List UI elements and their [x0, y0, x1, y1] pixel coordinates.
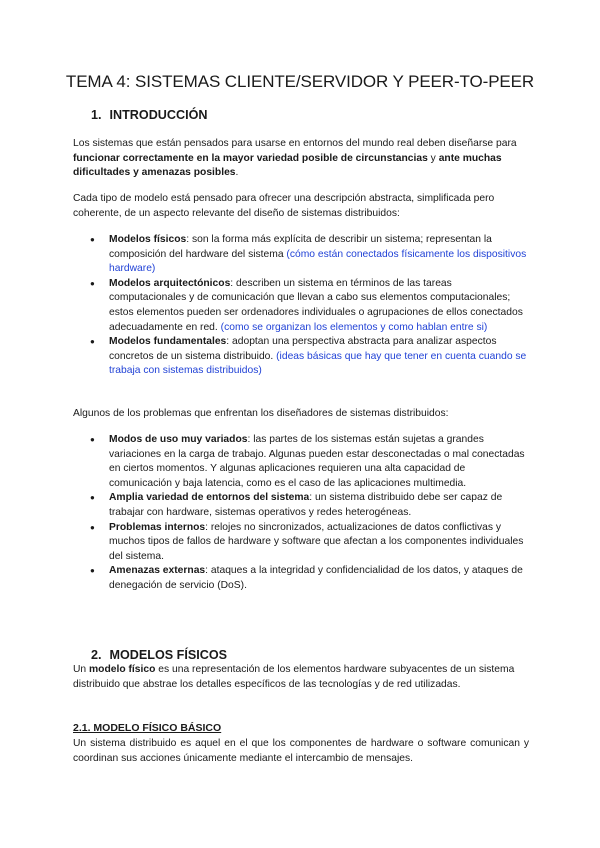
- paragraph-bold-text: modelo físico: [89, 664, 156, 675]
- intro-text: .: [235, 167, 239, 179]
- list-item: [73, 491, 529, 520]
- problems-list: [73, 433, 529, 594]
- subsection-paragraph: Un sistema distribuido es aquel en el que los componentes de hardware o software comunican y coordinan sus acciones únicamente mediante el intercambio de mensajes.: [73, 738, 529, 764]
- item-term: Modos de uso muy variados: [109, 434, 248, 445]
- item-term: Amenazas externas: [109, 565, 206, 577]
- physical-model-paragraph: [73, 663, 529, 692]
- item-desc: : ataques a la integridad y confidencialidad de los datos, y ataques de denegación de servicio (DoS).: [109, 565, 523, 591]
- item-desc: : describen un sistema en términos de las tareas computacionales y de comunicación que llevan a cabo sus elementos computacionales; estos elementos pueden ser ordenadores individuales o agrupaciones de ellos conectados adecuadamente en red.: [109, 277, 523, 333]
- item-note: (ideas básicas que hay que tener en cuenta cuando se trabaja con sistemas distribuidos): [109, 350, 527, 377]
- intro-text: Los sistemas que están pensados para usarse en entornos del mundo real deben diseñarse para: [73, 138, 517, 149]
- item-term: Modelos arquitectónicos: [109, 277, 231, 289]
- item-note: (como se organizan los elementos y como hablan entre si): [220, 321, 488, 333]
- list-item: [73, 233, 529, 277]
- list-item: [73, 564, 529, 593]
- section-title: MODELOS FÍSICOS: [109, 648, 228, 662]
- intro-bold-text: funcionar correctamente en la mayor variedad posible de circunstancias: [73, 152, 428, 164]
- list-item: [73, 433, 529, 491]
- problems-intro-paragraph: Algunos de los problemas que enfrentan los diseñadores de sistemas distribuidos:: [73, 408, 449, 419]
- section-heading-modelos-fisicos: [91, 648, 227, 662]
- section-number: 2.: [91, 648, 102, 662]
- section-number: 1.: [91, 108, 102, 122]
- models-list: [73, 233, 529, 379]
- list-item: [73, 277, 529, 335]
- section-heading-introduccion: [91, 108, 207, 122]
- item-term: Modelos físicos: [109, 234, 187, 245]
- item-term: Problemas internos: [109, 521, 206, 533]
- models-intro-paragraph: Cada tipo de modelo está pensado para ofrecer una descripción abstracta, simplificada pero coherente, de un aspecto relevante del diseño de sistemas distribuidos:: [73, 193, 495, 219]
- paragraph-text: es una representación de los elementos hardware subyacentes de un sistema distribuido que abstrae los detalles específicos de las tecnologías y de red utilizadas.: [73, 664, 515, 690]
- item-term: Modelos fundamentales: [109, 336, 227, 348]
- list-item: [73, 335, 529, 379]
- item-term: Amplia variedad de entornos del sistema: [109, 492, 310, 504]
- intro-paragraph: [73, 137, 529, 181]
- item-note: (cómo están conectados físicamente los dispositivos hardware): [109, 248, 527, 275]
- item-desc: : un sistema distribuido debe ser capaz de trabajar con hardware, sistemas operativos y redes heterogéneas.: [109, 492, 503, 518]
- intro-bold-text: ante muchas dificultades y amenazas posibles: [73, 152, 502, 179]
- list-item: [73, 521, 529, 565]
- intro-text: y: [427, 152, 439, 164]
- item-desc: : relojes no sincronizados, actualizaciones de datos conflictivas y muchos tipos de fallos de hardware y software que afectan a los componentes individuales del sistema.: [109, 521, 524, 562]
- paragraph-text: Un: [73, 664, 90, 675]
- item-desc: : son la forma más explícita de describir un sistema; representan la composición del hardware del sistema: [109, 234, 492, 260]
- item-desc: : adoptan una perspectiva abstracta para analizar aspectos concretos de un sistema distribuido.: [109, 336, 497, 362]
- item-desc: : las partes de los sistemas están sujetas a grandes variaciones en la carga de trabajo. Algunas pueden estar desconectadas o mal conectadas en ciertos momentos. Y algunas aplicaciones requieren una alta capacidad de comunicación y baja latencia, como es el caso de las aplicaciones multimedia.: [109, 434, 525, 489]
- subsection-heading: 2.1. MODELO FÍSICO BÁSICO: [73, 722, 222, 734]
- document-title: TEMA 4: SISTEMAS CLIENTE/SERVIDOR Y PEER-TO-PEER: [65, 72, 535, 91]
- section-title: INTRODUCCIÓN: [109, 108, 208, 122]
